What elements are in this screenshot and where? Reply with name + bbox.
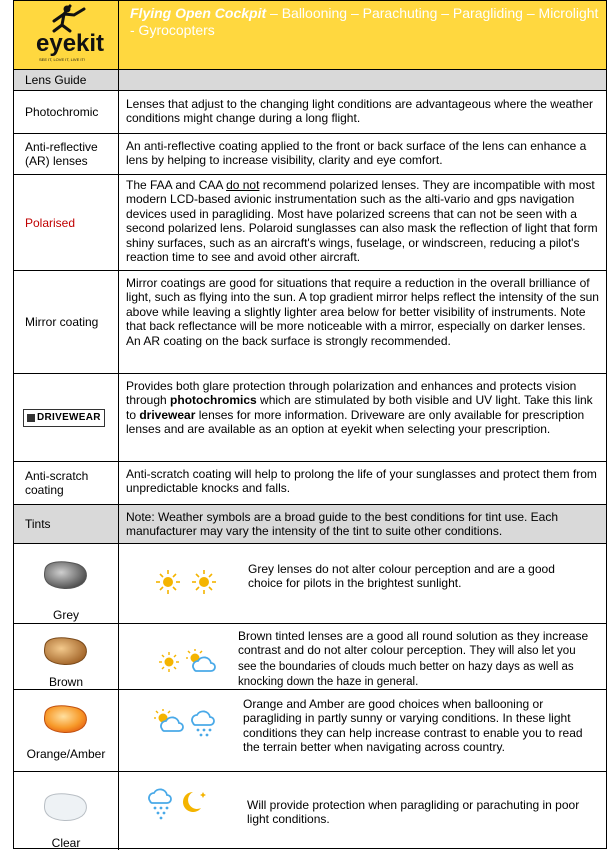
weather-icons bbox=[157, 648, 237, 674]
sun-icon bbox=[192, 570, 216, 594]
tint-content bbox=[119, 544, 606, 623]
drivewear-logo-text: DRIVEWEAR bbox=[37, 411, 101, 423]
tint-label: Clear bbox=[51, 836, 81, 850]
page-title bbox=[130, 5, 600, 39]
rain-icon bbox=[149, 789, 171, 819]
weather-icons bbox=[153, 708, 233, 740]
tint-description: Grey lenses do not alter colour perception and are a good choice for pilots in the brightest sunlight. bbox=[248, 562, 555, 591]
tints-note: Note: Weather symbols are a broad guide to the best conditions for tint use. Each manufacturer may vary the intensity of the tint to suite other conditions. bbox=[126, 510, 559, 539]
row-text bbox=[119, 374, 606, 461]
row-label: Mirror coating bbox=[14, 271, 119, 373]
row-label: Anti-reflective (AR) lenses bbox=[14, 134, 119, 174]
text-part: They will also let you see the boundaries of clouds much better on hazy days as well as knocking down the haze in general. bbox=[238, 645, 576, 689]
tint-label: Grey bbox=[52, 608, 79, 622]
weather-icons bbox=[155, 569, 235, 595]
row-label: Anti-scratch coating bbox=[14, 462, 119, 504]
tint-cell bbox=[14, 624, 119, 689]
drivewear-logo bbox=[23, 409, 105, 427]
text-part: which are stimulated by both visible and UV light. Take this link to bbox=[126, 393, 593, 422]
sun-icon bbox=[159, 652, 179, 672]
drivewear-mark-icon bbox=[27, 414, 35, 422]
header-banner bbox=[14, 1, 606, 70]
row-photochromic bbox=[14, 90, 606, 133]
tint-content bbox=[119, 772, 606, 850]
grey-lens-icon bbox=[14, 544, 118, 604]
tint-row-orange-amber bbox=[14, 689, 606, 771]
orange-lens-icon bbox=[14, 690, 118, 744]
row-text: Mirror coatings are good for situations that require a reduction in the overall brilliance of light, such as flying into the sun. A top gradient mirror helps reflect the intensity of the sun above while leaving a slightly lighter area below for better visibility of instruments. Note that back reflectance will be more noticeable with a mirror, especially on darker lenses. An AR coating on the back surface is strongly recommended. bbox=[126, 276, 599, 348]
text-part: Provides both glare protection through polarization and enhances and protects vision through bbox=[126, 379, 577, 408]
drivewear-logo-cell bbox=[14, 374, 119, 461]
row-text: Lenses that adjust to the changing light conditions are advantageous where the weather conditions might change during a long flight. bbox=[126, 97, 593, 126]
row-drivewear bbox=[14, 373, 606, 461]
tint-description: Will provide protection when paragliding or parachuting in poor light conditions. bbox=[247, 798, 580, 827]
tint-cell bbox=[14, 690, 119, 771]
tint-cell bbox=[14, 772, 119, 850]
sun-icon bbox=[156, 570, 180, 594]
row-text bbox=[119, 175, 606, 270]
logo-tagline: SEE IT, LOVE IT, LIVE IT! bbox=[39, 57, 86, 62]
tint-content bbox=[119, 690, 606, 771]
text-underlined: do not bbox=[226, 178, 260, 192]
title-bold: Flying Open Cockpit bbox=[130, 5, 267, 21]
tints-heading: Tints bbox=[14, 505, 119, 543]
tint-label: Brown bbox=[48, 675, 83, 689]
row-label: Photochromic bbox=[14, 91, 119, 133]
row-label: Polarised bbox=[14, 175, 119, 270]
tint-description bbox=[238, 629, 592, 690]
tint-row-grey bbox=[14, 543, 606, 623]
eyekit-logo-graphic bbox=[14, 1, 118, 69]
row-anti-reflective bbox=[14, 133, 606, 174]
text-part: recommend polarized lenses. They are incompatible with most modern LCD-based avionic instrumentation such as the alti-vario and gps navigation devices used in paragliding. Most have polarized screens that can not be seen with a second polarized lens. Polaroid sunglasses can also mask the reflection of light that form shiny surfaces, such as an aircraft's wings, fuselage, or windscreen, reducing a pilot's reaction time to see and avoid other aircraft. bbox=[126, 178, 598, 265]
row-text: An anti-reflective coating applied to the front or back surface of the lens can enhance a lens by helping to increase visibility, clarity and eye comfort. bbox=[126, 139, 587, 168]
lens-guide-heading-row bbox=[14, 70, 606, 90]
text-part: Brown tinted lenses are a good all round solution as they increase contrast and do not alter colour perception. bbox=[238, 629, 589, 658]
text-part: lenses for more information. Driveware are only available for prescription lenses and are available as an option at eyekit when selecting your prescription. bbox=[126, 407, 585, 437]
tint-row-brown bbox=[14, 623, 606, 689]
brown-lens-icon bbox=[14, 624, 118, 670]
tint-row-clear bbox=[14, 771, 606, 850]
row-anti-scratch bbox=[14, 461, 606, 504]
tints-heading-row bbox=[14, 504, 606, 543]
moon-icon bbox=[183, 792, 206, 812]
row-mirror-coating bbox=[14, 270, 606, 373]
tint-description: Orange and Amber are good choices when ballooning or paragliding in partly sunny or varying conditions. In these light conditions they can help increase contrast to enable you to read the terrain better when navigating across country. bbox=[243, 697, 583, 755]
logo-text: eyekit bbox=[36, 30, 105, 57]
clear-lens-icon bbox=[14, 772, 118, 832]
row-text: Anti-scratch coating will help to prolong the life of your sunglasses and protect them from unpredictable knocks and falls. bbox=[126, 467, 597, 496]
lens-guide-heading: Lens Guide bbox=[14, 70, 119, 90]
lens-guide-sheet bbox=[13, 0, 607, 849]
rain-icon bbox=[192, 711, 214, 736]
tint-content bbox=[119, 624, 606, 689]
partly-cloudy-icon bbox=[154, 709, 183, 731]
text-bold: photochromics bbox=[170, 393, 257, 408]
partly-cloudy-icon bbox=[186, 649, 215, 671]
eyekit-logo bbox=[14, 1, 119, 69]
drivewear-link[interactable]: drivewear bbox=[139, 407, 196, 422]
tint-label: Orange/Amber bbox=[26, 747, 106, 761]
tint-cell bbox=[14, 544, 119, 623]
title-rest: – Ballooning – Parachuting – Paragliding – Microlight - Gyrocopters bbox=[130, 5, 599, 38]
row-polarised bbox=[14, 174, 606, 270]
text-part: The FAA and CAA bbox=[126, 178, 227, 192]
weather-icons bbox=[147, 786, 227, 824]
